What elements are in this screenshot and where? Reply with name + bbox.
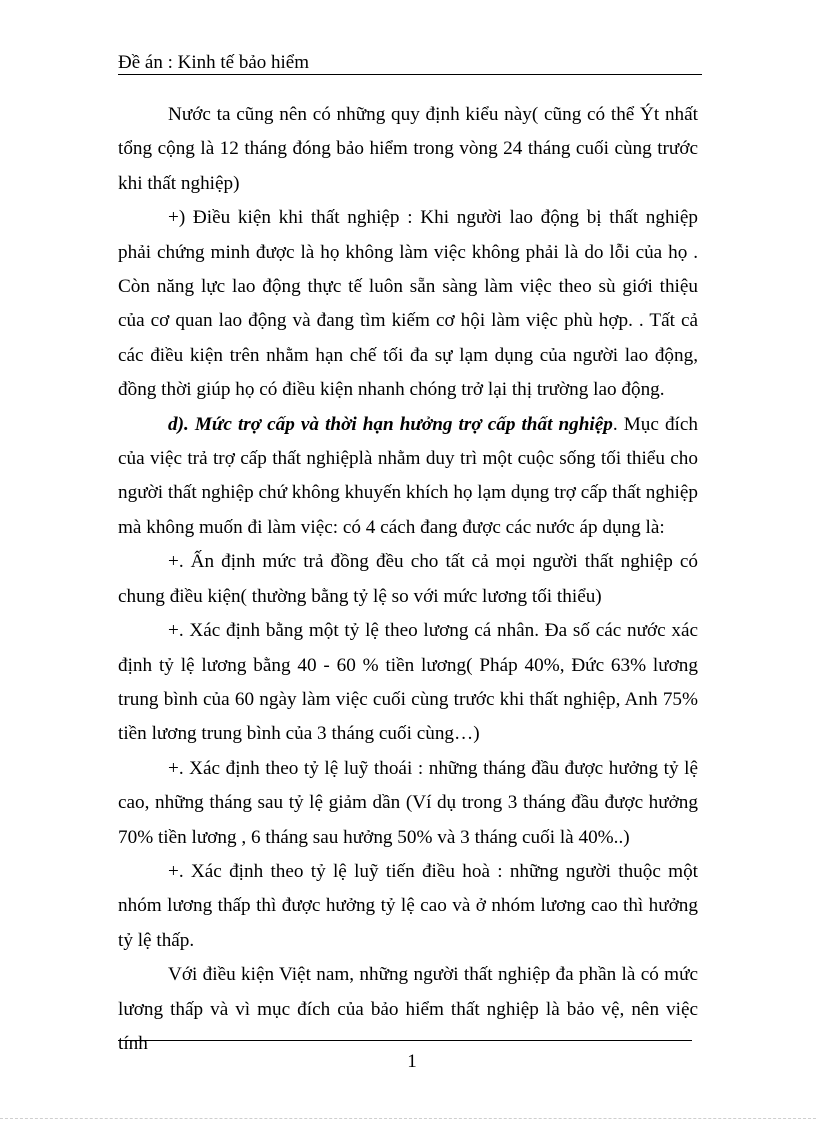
footer-divider	[118, 1040, 692, 1041]
paragraph-method-1: +. Ấn định mức trả đồng đều cho tất cả mọi người thất nghiệp có chung điều kiện( thường bằng tỷ lệ so với mức lương tối thiểu)	[118, 551, 698, 607]
paragraph-method-2: +. Xác định bằng một tỷ lệ theo lương cá nhân. Đa số các nước xác định tỷ lệ lương bằng 40 - 60 % tiền lương( Pháp 40%, Đức 63% lương trung bình của 60 ngày làm việc cuối cùng trước khi thất nghiệp, Anh 75% tiền lương trung bình của 3 tháng cuối cùng…)	[118, 620, 698, 745]
page-header: Đề án : Kinh tế bảo hiểm	[118, 52, 702, 75]
section-d-text: . Mục đích của việc trả trợ cấp thất nghiệplà nhằm duy trì một cuộc sống tối thiểu cho người thất nghiệp chứ không khuyến khích họ lạm dụng trợ cấp thất nghiệp mà không muốn đi làm việc: có 4 cách đang được các nước áp dụng là:	[118, 413, 698, 538]
paragraph-closing: Với điều kiện Việt nam, những người thất nghiệp đa phần là có mức lương thấp và vì mục đích của bảo hiểm thất nghiệp là bảo vệ, nên việc tính	[118, 964, 698, 1054]
paragraph-method-4: +. Xác định theo tỷ lệ luỹ tiến điều hoà : những người thuộc một nhóm lương thấp thì được hưởng tỷ lệ cao và ở nhóm lương cao thì hưởng tỷ lệ thấp.	[118, 860, 698, 951]
paragraph-unemployment-condition: +) Điều kiện khi thất nghiệp : Khi người lao động bị thất nghiệp phải chứng minh được là họ không làm việc không phải là do lỗi của họ . Còn năng lực lao động thực tế luôn sẵn sàng làm việc theo sù giới thiệu của cơ quan lao động và đang tìm kiếm cơ hội làm việc phù hợp. . Tất cả các điều kiện trên nhằm hạn chế tối đa sự lạm dụng của người lao động, đồng thời giúp họ có điều kiện nhanh chóng trở lại thị trường lao động.	[118, 207, 698, 401]
section-d-heading: d). Mức trợ cấp và thời hạn hưởng trợ cấp thất nghiệp	[168, 413, 613, 435]
page-number: 1	[407, 1051, 417, 1072]
paragraph-method-3: +. Xác định theo tỷ lệ luỹ thoái : những tháng đầu được hưởng tỷ lệ cao, những tháng sau tỷ lệ giảm dần (Ví dụ trong 3 tháng đầu được hưởng 70% tiền lương , 6 tháng sau hưởng 50% và 3 tháng cuối là 40%..)	[118, 757, 698, 848]
document-body	[118, 98, 698, 1061]
paragraph-requirement-note: Nước ta cũng nên có những quy định kiểu này( cũng có thể Ýt nhất tổng cộng là 12 tháng đóng bảo hiểm trong vòng 24 tháng cuối cùng trước khi thất nghiệp)	[118, 104, 698, 194]
page-break-line	[0, 1118, 816, 1119]
paragraph-section-d	[118, 408, 698, 546]
